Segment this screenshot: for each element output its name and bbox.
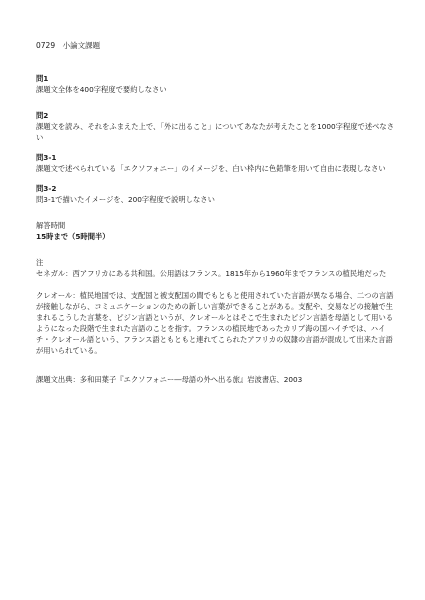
question-text: 課題文を読み、それをふまえた上で、「外に出ること」についてあなたが考えたことを1000字程度で述べなさい [36,122,395,142]
question-label: 問2 [36,111,49,120]
question-label: 問3-1 [36,153,57,162]
question-text: 課題文全体を400字程度で要約しなさい [36,85,167,94]
note-item-creole: クレオール：植民地国では、支配国と被支配国の間でもともと使用されていた言語が異なる場合、二つの言語が接触しながら、コミュニケーションのための新しい言葉ができることがある。支配や、交易などの接触で生まれるこうした言葉を、ピジン言語というが、クレオールとはそこで生まれたピジン言語を母語として用いるようになった段階で生まれた言語のことを指す。フランスの植民地であったカリブ海の国ハイチでは、ハイチ・クレオール語という、フランス語ともともと連れてこられたアフリカの奴隷の言語が混成して出来た言語が用いられている。 [36,291,394,355]
document-page [36,40,396,385]
answer-time [36,220,396,242]
source-citation: 課題文出典：多和田葉子『エクソフォニー―母語の外へ出る旅』岩波書店、2003 [36,375,303,384]
question-3-2 [36,183,396,205]
question-label: 問1 [36,74,49,83]
question-text: 課題文で述べられている「エクソフォニー」のイメージを、白い枠内に色鉛筆を用いて自由に表現しなさい [36,164,386,173]
question-2 [36,110,396,143]
question-1 [36,73,396,95]
question-3-1 [36,152,396,174]
answer-time-value: 15時まで（5時間半） [36,232,110,241]
notes-section [36,257,396,356]
notes-label: 注 [36,258,44,267]
question-label: 問3-2 [36,184,57,193]
answer-time-label: 解答時間 [36,221,66,230]
page-title: 0729 小論文課題 [36,41,101,50]
note-item-senegal: セネガル：西アフリカにある共和国。公用語はフランス。1815年から1960年までフランスの植民地だった [36,269,387,278]
question-text: 問3-1で描いたイメージを、200字程度で説明しなさい [36,195,215,204]
